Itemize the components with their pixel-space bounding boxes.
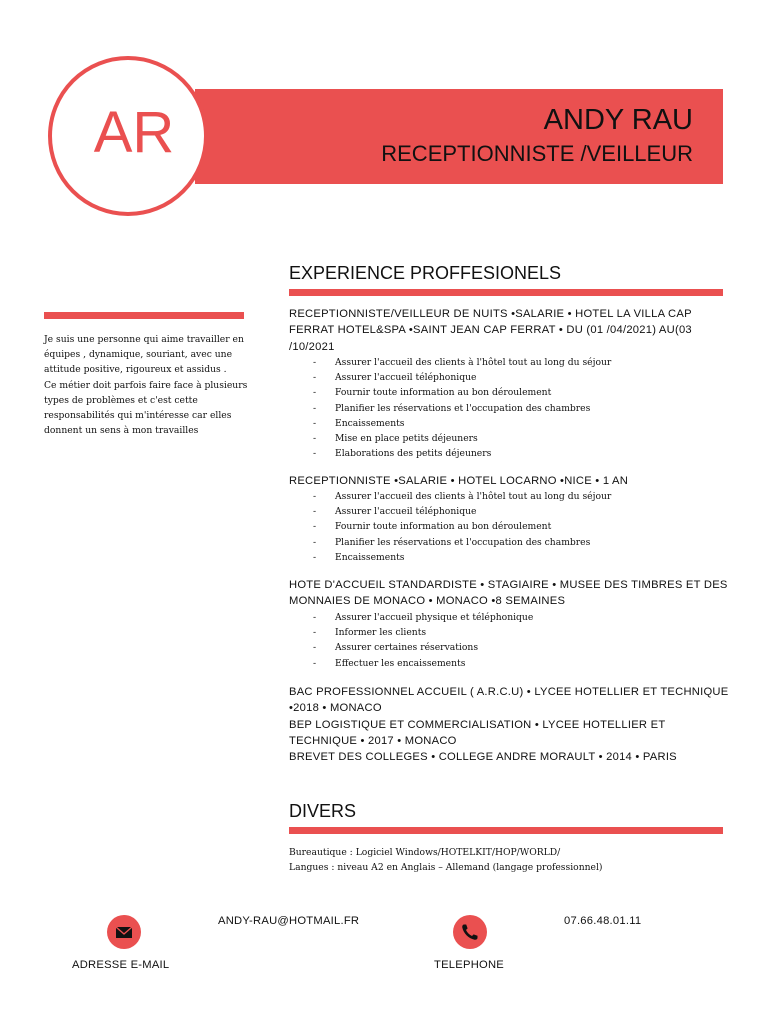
task-list [313,489,611,565]
phone-value[interactable]: 07.66.48.01.11 [564,915,642,927]
task-item: - Encaissements [313,416,611,431]
languages-line: Langues : niveau A2 en Anglais – Allemand (langage professionnel) [289,862,603,874]
task-item: - Fournir toute information au bon déroulement [313,385,611,400]
education-list [289,684,734,765]
job-title: RECEPTIONNISTE /VEILLEUR [381,141,693,166]
divers-details [289,845,603,875]
profile-divider [44,312,244,319]
task-item: - Assurer l'accueil téléphonique [313,504,611,519]
divers-divider [289,827,723,834]
profile-summary [44,332,249,438]
envelope-icon [107,915,141,949]
experience-heading: EXPERIENCE PROFFESIONELS [289,263,562,283]
job-title-entry: RECEPTIONNISTE •SALARIE • HOTEL LOCARNO •NICE • 1 AN [289,475,629,487]
task-item: - Fournir toute information au bon déroulement [313,519,611,534]
profile-paragraph: Ce métier doit parfois faire face à plusieurs types de problèmes et c'est cette responsabilités qui m'intéresse car elles donnent un sens à mon travailles [44,379,248,437]
experience-divider [289,289,723,296]
task-item: - Assurer l'accueil des clients à l'hôtel tout au long du séjour [313,489,611,504]
skills-line: Bureautique : Logiciel Windows/HOTELKIT/HOP/WORLD/ [289,847,561,858]
education-entry: BEP LOGISTIQUE ET COMMERCIALISATION • LYCEE HOTELLIER ET TECHNIQUE • 2017 • MONACO [289,718,666,747]
task-item: - Elaborations des petits déjeuners [313,446,611,461]
profile-paragraph: Je suis une personne qui aime travailler en équipes , dynamique, souriant, avec une attitude positive, rigoureux et assidus . [44,334,244,376]
task-item: - Informer les clients [313,625,533,640]
task-list [313,355,611,461]
task-item: - Encaissements [313,550,611,565]
task-item: - Assurer l'accueil des clients à l'hôtel tout au long du séjour [313,355,611,370]
education-entry: BREVET DES COLLEGES • COLLEGE ANDRE MORAULT • 2014 • PARIS [289,751,677,764]
divers-heading: DIVERS [289,801,357,821]
phone-label: TELEPHONE [434,959,505,971]
task-item: - Planifier les réservations et l'occupation des chambres [313,535,611,550]
email-label: ADRESSE E-MAIL [72,959,170,971]
task-item: - Mise en place petits déjeuners [313,431,611,446]
email-value[interactable]: ANDY-RAU@HOTMAIL.FR [218,915,360,927]
job-title-entry: HOTE D'ACCUEIL STANDARDISTE • STAGIAIRE • MUSEE DES TIMBRES ET DES MONNAIES DE MONACO • MONACO •8 SEMAINES [289,579,728,608]
task-item: - Assurer l'accueil physique et téléphonique [313,610,533,625]
education-entry: BAC PROFESSIONNEL ACCUEIL ( A.R.C.U) • LYCEE HOTELLIER ET TECHNIQUE •2018 • MONACO [289,686,729,715]
task-item: - Planifier les réservations et l'occupation des chambres [313,401,611,416]
task-list [313,610,533,671]
job-title-entry: RECEPTIONNISTE/VEILLEUR DE NUITS •SALARIE • HOTEL LA VILLA CAP FERRAT HOTEL&SPA •SAINT JEAN CAP FERRAT • DU (01 /04/2021) AU(03 /10/2021 [289,308,692,353]
task-item: - Effectuer les encaissements [313,656,533,671]
initials-monogram: AR [93,100,175,165]
candidate-name: ANDY RAU [543,104,693,136]
task-item: - Assurer certaines réservations [313,640,533,655]
phone-icon [453,915,487,949]
task-item: - Assurer l'accueil téléphonique [313,370,611,385]
